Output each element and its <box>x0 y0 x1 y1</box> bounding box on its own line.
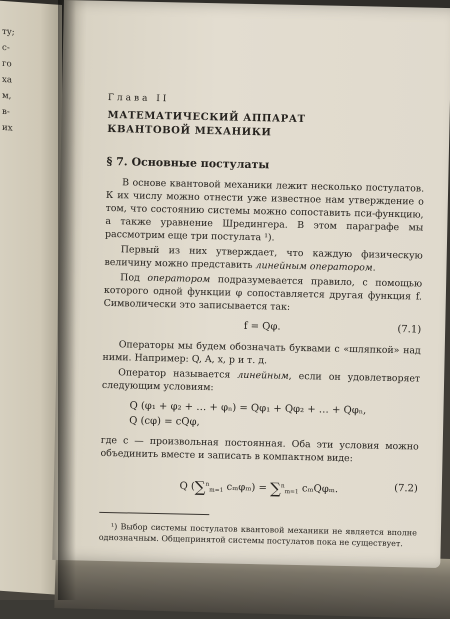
footnote-divider <box>99 512 209 515</box>
left-page-fragment: в- <box>2 106 10 118</box>
sum-upper-limit: n <box>280 483 285 490</box>
equation-text: Q (φ₁ + φ₂ + … + φₙ) = Qφ₁ + Qφ₂ + … + Qφₙ, <box>129 400 367 417</box>
sum-lower-limit: m=1 <box>209 487 224 495</box>
paragraph-text: Под <box>120 272 148 284</box>
linearity-conditions <box>129 398 420 434</box>
binding-shadow <box>58 0 76 600</box>
emphasis-text: линейным <box>237 369 289 382</box>
equation-text: cₘφₘ) = <box>226 481 271 494</box>
equation-7-2 <box>100 468 419 505</box>
paragraph-text: . <box>372 262 376 274</box>
left-page-fragment: их <box>2 122 13 134</box>
sum-symbol: ∑ <box>194 478 206 497</box>
chapter-title <box>107 109 426 144</box>
paragraph-text: , если он удовлетворяет следующим условиям: <box>101 370 421 394</box>
sum-limits <box>280 483 299 496</box>
right-page <box>52 0 450 568</box>
section-title: § 7. Основные постулаты <box>106 154 270 172</box>
equation-number: (7.2) <box>394 483 418 495</box>
paragraph-text: Первый из них утверждает, что каждую физическую величину можно представить <box>104 244 423 272</box>
sum-limits <box>205 482 224 495</box>
sum-upper-limit: n <box>205 482 210 489</box>
paragraph-text: Оператор называется <box>118 367 238 381</box>
left-page-fragment: го <box>2 58 12 70</box>
chapter-label: Глава II <box>107 92 170 105</box>
paragraph: Операторы мы будем обозначать буквами с «шляпкой» над ними. Например: Q, A, x, p и т. д. <box>102 339 421 367</box>
emphasis-text: оператором <box>147 272 211 286</box>
paragraph <box>102 366 420 399</box>
equation-text: cₘQφₘ. <box>301 483 339 496</box>
chapter-title-line: КВАНТОВОЙ МЕХАНИКИ <box>107 123 272 139</box>
left-page-fragment: ту; <box>2 26 15 38</box>
equation-text: Q (cφ) = cQφ, <box>129 415 200 428</box>
equation-7-1 <box>103 317 421 338</box>
equation-number: (7.1) <box>397 324 422 336</box>
paragraph <box>104 243 422 276</box>
equation-text: f = Qφ. <box>243 320 281 333</box>
left-page-fragment: м, <box>2 90 12 102</box>
equation-text: Q ( <box>179 480 195 493</box>
paragraph: В основе квантовой механики лежит несколько постулатов. К их числу можно отнести уже известное нам утверждение о том, что состоянию системы можно сопоставить пси-функцию, а также уравнение Шредингера. В этом параграфе мы рассмотрим еще три постулата ¹). <box>104 177 425 244</box>
footnote: ¹) Выбор системы постулатов квантовой механики не является вполне однозначным. Общепринятой системы постулатов пока не существует. <box>98 522 418 549</box>
paragraph <box>104 271 423 317</box>
paragraph: где c — произвольная постоянная. Оба эти условия можно объединить вместе и записать в компактном виде: <box>100 434 419 465</box>
page-content <box>98 93 426 558</box>
emphasis-text: линейным оператором <box>255 260 373 274</box>
left-page-fragment: с- <box>2 42 10 54</box>
paragraph-text: подразумевается правило, с помощью которого одной функции φ сопоставляется другая функция f. Символически это записывается так: <box>103 274 423 313</box>
chapter-title-line: МАТЕМАТИЧЕСКИЙ АППАРАТ <box>107 109 306 126</box>
sum-symbol: ∑ <box>269 479 281 498</box>
left-page-fragment: ха <box>2 74 12 86</box>
sum-lower-limit: m=1 <box>284 489 299 496</box>
